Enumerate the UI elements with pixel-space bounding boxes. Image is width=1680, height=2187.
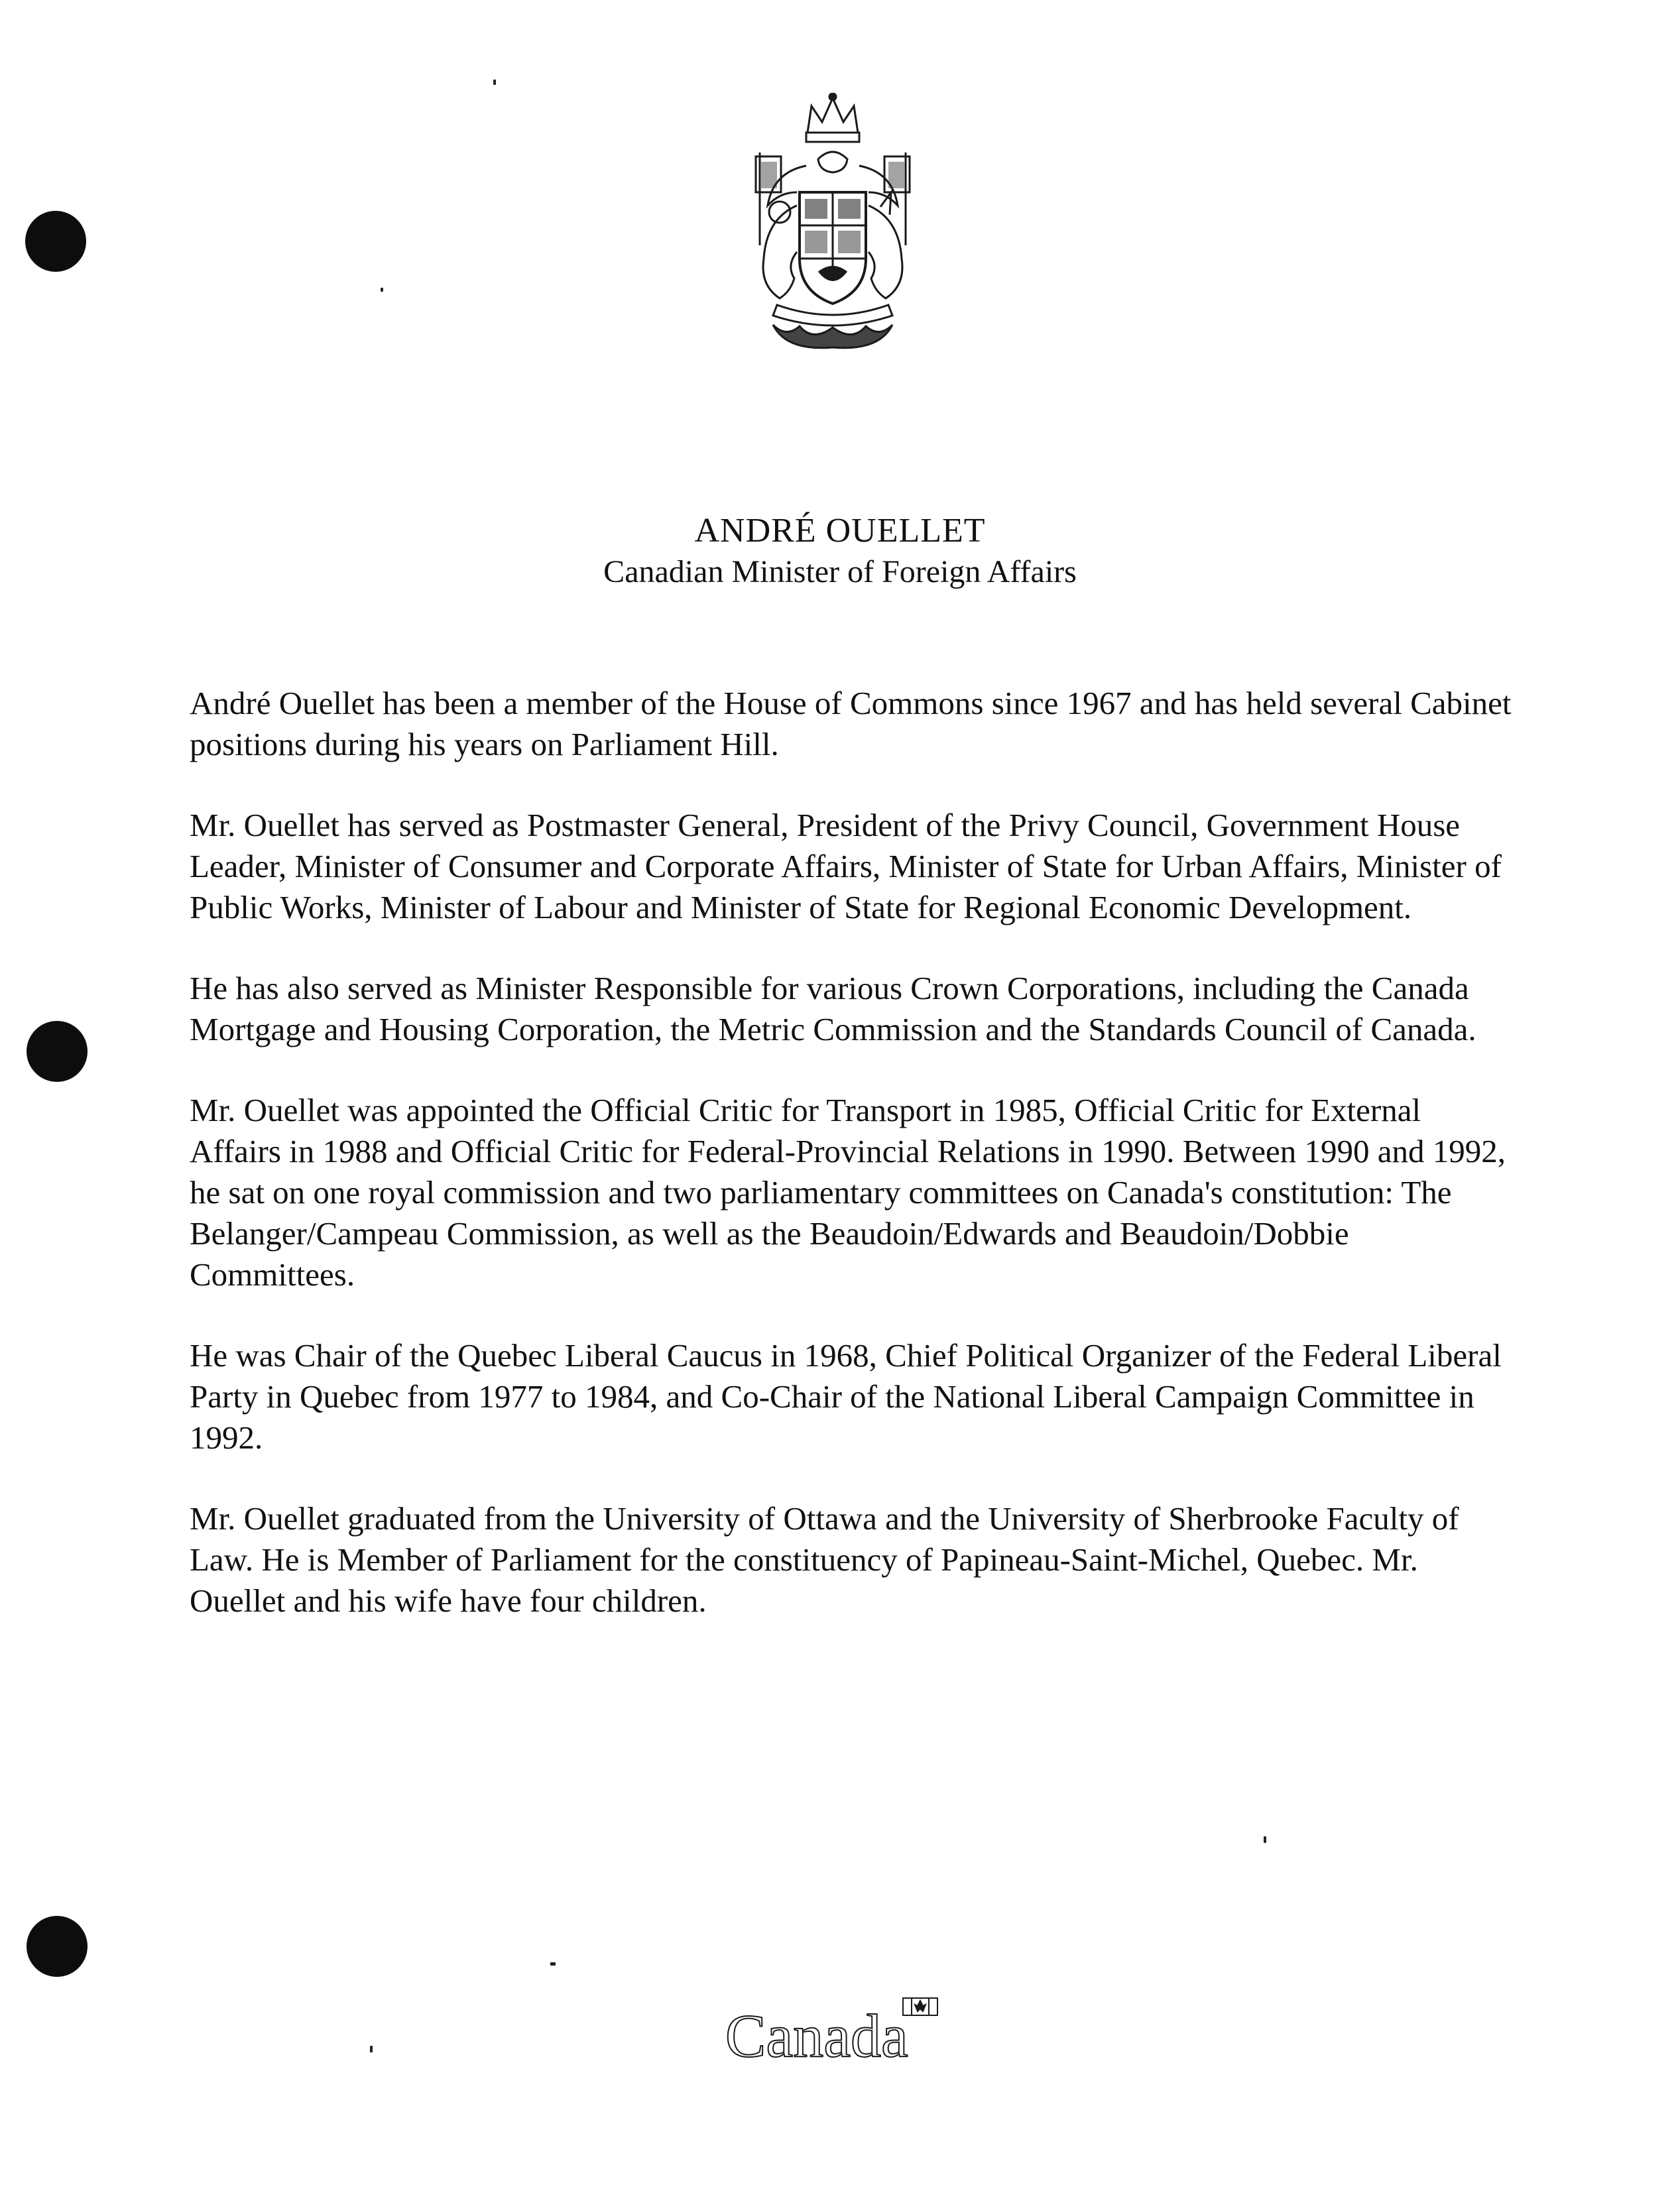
canada-wordmark-text: Canada	[725, 2002, 908, 2068]
paragraph-6: Mr. Ouellet graduated from the University of Ottawa and the University of Sherbrooke Faculty of Law. He is Member of Parliament for the constituency of Papineau-Saint-Michel, Quebec. Mr. Ouellet and his wife have four children.	[190, 1500, 1459, 1619]
title-block	[0, 510, 1680, 593]
punch-hole-bottom	[27, 1916, 88, 1977]
punch-hole-middle	[27, 1021, 88, 1082]
coat-of-arms-icon	[733, 93, 932, 351]
paragraph-3: He has also served as Minister Responsible for various Crown Corporations, including the Canada Mortgage and Housing Corporation, the Metric Commission and the Standards Council of Canada.	[190, 970, 1476, 1047]
scan-speck	[370, 2046, 373, 2052]
biography-body	[190, 683, 1516, 1661]
person-name: ANDRÉ OUELLET	[694, 512, 986, 550]
paragraph-1: André Ouellet has been a member of the House of Commons since 1967 and has held several Cabinet positions during his years on Parliament Hill.	[190, 685, 1512, 762]
paragraph-5: He was Chair of the Quebec Liberal Caucus in 1968, Chief Political Organizer of the Federal Liberal Party in Quebec from 1977 to 1984, and Co-Chair of the National Liberal Campaign Committee in 1992.	[190, 1337, 1502, 1456]
punch-hole-top	[25, 211, 86, 272]
scan-speck	[493, 80, 496, 85]
person-role: Canadian Minister of Foreign Affairs	[603, 554, 1077, 589]
scan-speck	[1264, 1836, 1266, 1843]
scan-speck	[381, 288, 383, 292]
canada-wordmark-logo	[724, 1995, 943, 2068]
paragraph-4: Mr. Ouellet was appointed the Official Critic for Transport in 1985, Official Critic for External Affairs in 1988 and Official Critic for Federal-Provincial Relations in 1990. Between 1990 and 1992, he sat on one royal commission and two parliamentary committees on Canada's constitution: The Belanger/Campeau Commission, as well as the Beaudoin/Edwards and Beaudoin/Dobbie Committees.	[190, 1092, 1506, 1293]
scan-speck	[550, 1962, 556, 1966]
paragraph-2: Mr. Ouellet has served as Postmaster General, President of the Privy Council, Government House Leader, Minister of Consumer and Corporate Affairs, Minister of State for Urban Affairs, Minister of Public Works, Minister of Labour and Minister of State for Regional Economic Development.	[190, 807, 1502, 925]
